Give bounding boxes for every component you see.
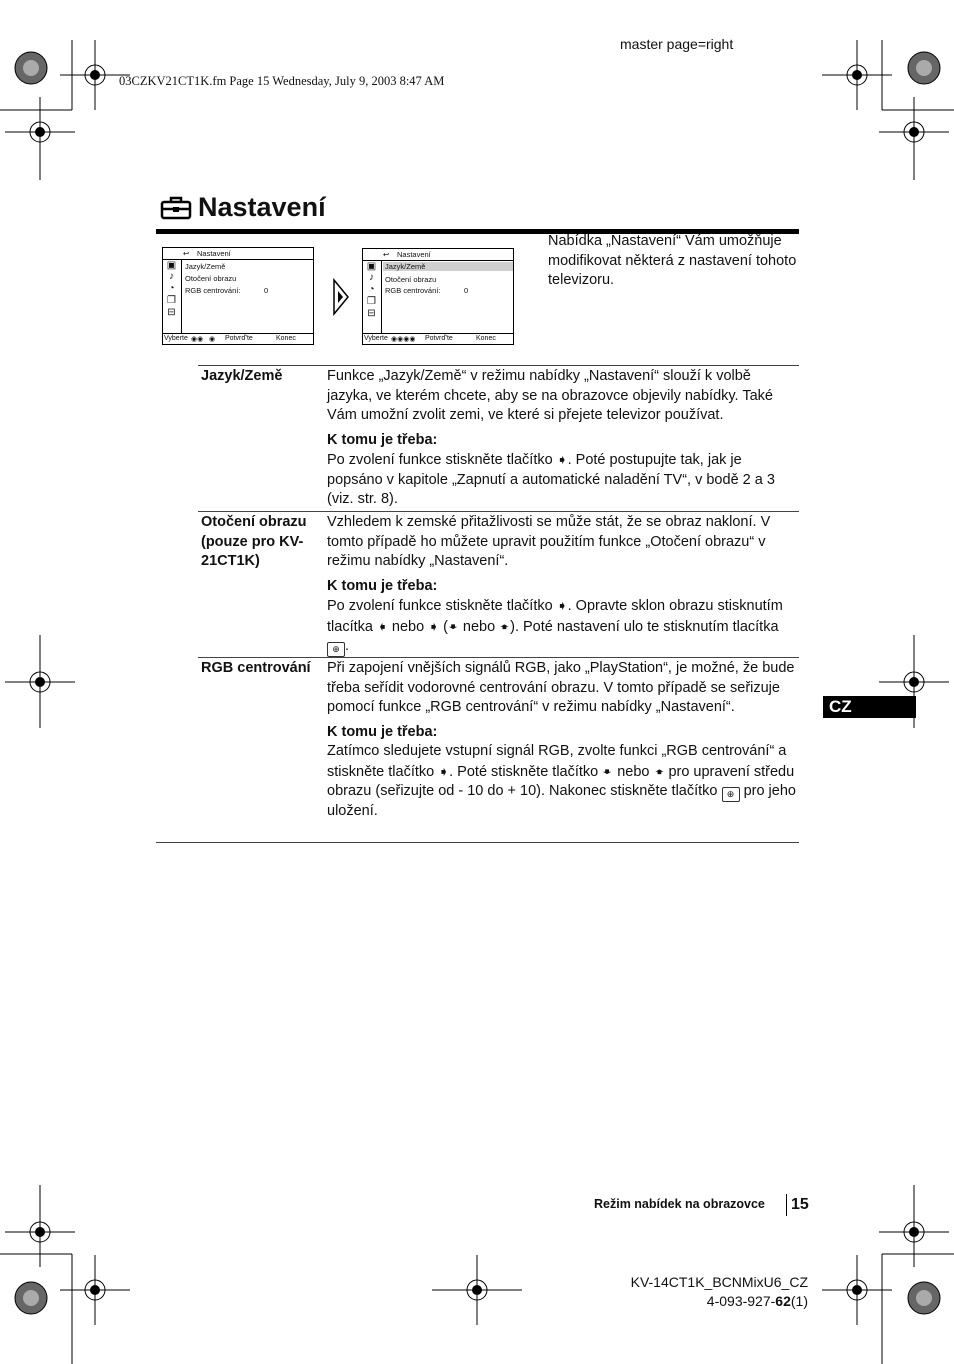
footer-section-title: Režim nabídek na obrazovce: [594, 1197, 765, 1211]
intro-text: Nabídka „Nastavení“ Vám umožňuje modifikovat některá z nastavení tohoto televizoru.: [548, 233, 797, 288]
instruction: Po zvolení funkce stiskněte tlačítko ➧. Poté postupujte tak, jak je popsáno v kapitole „Zapnutí a automatické naladění TV“, v bodě 2 a 3 (viz. str. 8).: [327, 452, 775, 507]
setup-icon: ⊟: [367, 308, 376, 319]
four-way-icon: ◉◉◉◉: [391, 336, 416, 343]
footer-select: Vyberte: [164, 335, 188, 342]
page-title: [160, 192, 326, 223]
arrow-right-icon: [332, 278, 350, 316]
table-top-rule: [198, 365, 799, 366]
down-arrow-icon: ➧: [446, 620, 462, 632]
sound-icon: ♪: [369, 272, 374, 283]
page-number: 15: [791, 1196, 809, 1213]
right-arrow-icon: ➧: [556, 598, 568, 613]
master-page-label: master page=right: [620, 36, 734, 52]
need-heading: K tomu je třeba:: [327, 577, 438, 594]
row-text: Funkce „Jazyk/Země“ v režimu nabídky „Nastavení“ slouží k volbě jazyka, ve kterém chcete, aby se na obrazovce objevily nabídky. Také Vám umožní zvolit zemi, ve které si přejete televizor používat.: [327, 368, 773, 423]
instruction: Po zvolení funkce stiskněte tlačítko ➧. Opravte sklon obrazu stisknutím tlacítka ➧ nebo ➧ (➧ nebo ➧). Poté nastavení ulo te stisknutím tlacítka ⊕ .: [327, 596, 799, 657]
up-arrow-icon: ➧: [496, 620, 512, 632]
row-label-language: Jazyk/Země: [201, 368, 283, 384]
updown-icon: ◉◉: [191, 336, 204, 343]
right-arrow-icon: ➧: [556, 452, 568, 467]
menu-item-rgb: RGB centrování:: [185, 286, 241, 295]
preset-icon: ❐: [167, 295, 176, 306]
left-arrow-icon: ➧: [376, 618, 388, 634]
menu-header-label: Nastavení: [197, 249, 231, 258]
row-rule: [198, 657, 799, 658]
return-icon: ↩: [183, 249, 190, 258]
menu-item-rotation: Otočení obrazu: [385, 275, 437, 284]
row-desc-rgb: [327, 659, 799, 822]
timer-icon: ◔: [368, 284, 375, 295]
footer-divider: [786, 1194, 787, 1216]
up-arrow-icon: ➧: [651, 765, 667, 777]
picture-icon: ▣: [166, 260, 177, 271]
need-heading: K tomu je třeba:: [327, 431, 438, 448]
page-title-text: Nastavení: [198, 192, 326, 222]
row-label-rgb: RGB centrování: [201, 660, 311, 676]
menu-rgb-value: 0: [464, 286, 469, 295]
need-heading: K tomu je třeba:: [327, 723, 438, 740]
footer-confirm: Potvrď'te: [425, 335, 453, 342]
table-bottom-rule: [156, 842, 799, 843]
model-code: KV-14CT1K_BCNMixU6_CZ: [630, 1274, 808, 1290]
preset-icon: ❐: [367, 296, 376, 307]
sound-icon: ♪: [169, 271, 174, 282]
menu-item-rgb: RGB centrování:: [385, 286, 441, 295]
row-desc-language: [327, 367, 799, 510]
row-desc-rotation: [327, 513, 799, 657]
footer-model-info: [600, 1273, 808, 1311]
right-arrow-icon: ➧: [428, 618, 440, 634]
instruction: Zatímco sledujete vstupní signál RGB, zvolte funkci „RGB centrování“ a stiskněte tlačítko ➧. Poté stiskněte tlačítko ➧ nebo ➧ pro upravení středu obrazu (seřizujte od - 10 do + 10). Nakonec stiskněte tlačítko ⊕ pro jeho uložení.: [327, 743, 796, 819]
toolbox-icon: [160, 196, 192, 220]
row-text: Vzhledem k zemské přitažlivosti se může stát, že se obraz nakloní. V tomto případě ho můžete upravit použitím funkce „Otočení obrazu“ v režimu nabídky „Nastavení“.: [327, 514, 771, 569]
down-arrow-icon: ➧: [600, 765, 616, 777]
ok-button-icon: ⊕: [327, 642, 345, 657]
footer-confirm: Potvrď'te: [225, 335, 253, 342]
footer-select: Vyberte: [364, 335, 388, 342]
file-info: 03CZKV21CT1K.fm Page 15 Wednesday, July 9, 2003 8:47 AM: [119, 74, 445, 88]
language-tab: CZ: [823, 696, 916, 718]
menu-rgb-value: 0: [264, 286, 269, 295]
row-label-rotation: Otočení obrazu (pouze pro KV-21CT1K): [201, 514, 307, 569]
footer-end: Konec: [276, 335, 296, 342]
menu-item-language: Jazyk/Země: [185, 262, 226, 271]
footer-end: Konec: [476, 335, 496, 342]
timer-icon: ◔: [168, 283, 175, 294]
row-rule: [198, 511, 799, 512]
return-icon: ↩: [383, 250, 390, 259]
ok-button-icon: ⊕: [722, 787, 740, 802]
menu-screen-selected: [362, 248, 514, 345]
right-arrow-icon: ➧: [438, 763, 450, 779]
menu-item-rotation: Otočení obrazu: [185, 274, 237, 283]
menu-screen-initial: [162, 247, 314, 345]
menu-header-label: Nastavení: [397, 250, 431, 259]
part-number: 4-093-927-62(1): [706, 1293, 808, 1309]
setup-icon: ⊟: [167, 307, 176, 318]
picture-icon: ▣: [366, 261, 377, 272]
menu-item-language-highlighted: Jazyk/Země: [383, 262, 513, 271]
row-text: Při zapojení vnějších signálů RGB, jako „PlayStation“, je možné, že bude třeba seřídit vodorovné centrování obrazu. V tomto případě se seřizuje pomocí funkce „RGB centrování“ v režimu nabídky „Nastavení“.: [327, 660, 795, 715]
ok-dot-icon: ◉: [209, 336, 216, 343]
